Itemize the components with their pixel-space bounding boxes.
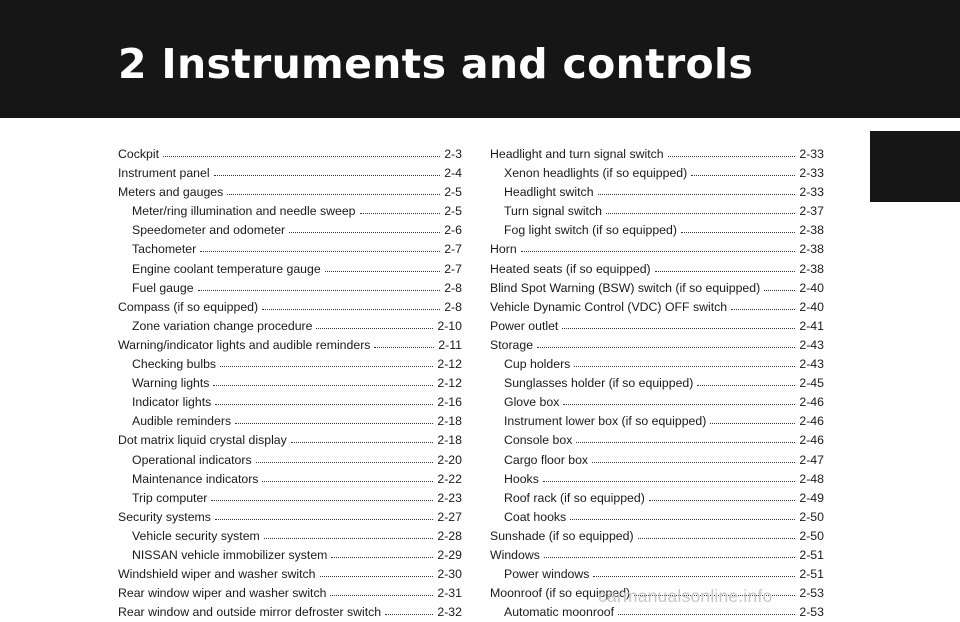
toc-entry-title: Storage xyxy=(490,337,534,352)
toc-entry[interactable] xyxy=(118,145,462,164)
toc-dot-leader xyxy=(289,231,440,233)
toc-entry-page: 2-41 xyxy=(799,318,824,333)
toc-entry-page: 2-18 xyxy=(437,414,462,429)
toc-dot-leader xyxy=(215,518,433,520)
toc-entry[interactable] xyxy=(118,508,462,527)
toc-entry[interactable] xyxy=(118,603,462,622)
toc-column-left xyxy=(118,145,462,622)
toc-dot-leader xyxy=(163,155,440,157)
toc-entry[interactable] xyxy=(118,336,462,355)
toc-entry-title: Dot matrix liquid crystal display xyxy=(118,433,287,448)
toc-entry-title: Instrument lower box (if so equipped) xyxy=(504,414,707,429)
toc-entry-page: 2-38 xyxy=(799,223,824,238)
toc-dot-leader xyxy=(563,403,795,405)
toc-entry-title: Power windows xyxy=(504,567,590,582)
toc-entry-title: Glove box xyxy=(504,395,560,410)
toc-entry[interactable] xyxy=(490,260,824,279)
chapter-title: 2 Instruments and controls xyxy=(118,40,754,88)
toc-entry-page: 2-46 xyxy=(799,414,824,429)
toc-entry-title: Windows xyxy=(490,547,540,562)
toc-entry[interactable] xyxy=(118,584,462,603)
toc-entry-title: Hooks xyxy=(504,471,539,486)
toc-entry-page: 2-46 xyxy=(799,433,824,448)
toc-entry[interactable] xyxy=(118,221,462,240)
toc-dot-leader xyxy=(213,384,433,386)
toc-entry-page: 2-18 xyxy=(437,433,462,448)
toc-entry[interactable] xyxy=(490,145,824,164)
toc-entry[interactable] xyxy=(490,164,824,183)
toc-entry-page: 2-32 xyxy=(437,605,462,620)
toc-entry-page: 2-40 xyxy=(799,299,824,314)
toc-dot-leader xyxy=(618,613,795,615)
toc-entry[interactable] xyxy=(490,489,824,508)
toc-entry-title: Heated seats (if so equipped) xyxy=(490,261,651,276)
toc-dot-leader xyxy=(731,308,795,310)
toc-entry[interactable] xyxy=(118,565,462,584)
toc-entry-page: 2-6 xyxy=(444,223,462,238)
toc-entry[interactable] xyxy=(118,202,462,221)
toc-entry[interactable] xyxy=(118,183,462,202)
chapter-edge-tab xyxy=(870,131,960,202)
toc-entry[interactable] xyxy=(490,336,824,355)
toc-entry-page: 2-29 xyxy=(437,547,462,562)
toc-entry-page: 2-22 xyxy=(437,471,462,486)
toc-dot-leader xyxy=(655,270,796,272)
toc-entry-page: 2-8 xyxy=(444,299,462,314)
toc-entry[interactable] xyxy=(490,355,824,374)
toc-entry-title: NISSAN vehicle immobilizer system xyxy=(132,547,328,562)
toc-entry[interactable] xyxy=(490,298,824,317)
toc-entry-page: 2-53 xyxy=(799,586,824,601)
toc-entry-page: 2-33 xyxy=(799,185,824,200)
toc-entry-page: 2-12 xyxy=(437,357,462,372)
toc-entry[interactable] xyxy=(118,393,462,412)
toc-entry-title: Tachometer xyxy=(132,242,197,257)
toc-entry[interactable] xyxy=(490,470,824,489)
toc-entry[interactable] xyxy=(490,374,824,393)
toc-entry-title: Engine coolant temperature gauge xyxy=(132,261,321,276)
toc-entry-title: Operational indicators xyxy=(132,452,252,467)
chapter-banner xyxy=(0,0,960,118)
toc-entry-title: Trip computer xyxy=(132,490,208,505)
toc-entry[interactable] xyxy=(490,393,824,412)
toc-entry-title: Compass (if so equipped) xyxy=(118,299,259,314)
toc-dot-leader xyxy=(235,422,433,424)
toc-entry[interactable] xyxy=(118,260,462,279)
toc-dot-leader xyxy=(227,193,440,195)
toc-entry-page: 2-48 xyxy=(799,471,824,486)
toc-dot-leader xyxy=(256,461,434,463)
toc-entry-page: 2-49 xyxy=(799,490,824,505)
toc-entry[interactable] xyxy=(118,489,462,508)
toc-entry-title: Meters and gauges xyxy=(118,185,224,200)
toc-entry[interactable] xyxy=(490,221,824,240)
toc-dot-leader xyxy=(649,499,796,501)
toc-entry-title: Coat hooks xyxy=(504,509,567,524)
toc-entry-title: Moonroof (if so equipped) xyxy=(490,586,631,601)
toc-entry-title: Vehicle Dynamic Control (VDC) OFF switch xyxy=(490,299,728,314)
toc-dot-leader xyxy=(264,537,434,539)
toc-entry-page: 2-33 xyxy=(799,147,824,161)
toc-entry-page: 2-30 xyxy=(437,567,462,582)
toc-entry-page: 2-4 xyxy=(444,166,462,181)
toc-dot-leader xyxy=(220,365,433,367)
toc-entry-page: 2-46 xyxy=(799,395,824,410)
toc-entry-page: 2-5 xyxy=(444,204,462,219)
toc-dot-leader xyxy=(593,575,795,577)
toc-entry-title: Rear window wiper and washer switch xyxy=(118,586,327,601)
toc-dot-leader xyxy=(681,231,795,233)
toc-entry-page: 2-7 xyxy=(444,261,462,276)
toc-entry-page: 2-40 xyxy=(799,280,824,295)
toc-dot-leader xyxy=(262,308,440,310)
toc-entry-page: 2-33 xyxy=(799,166,824,181)
toc-entry-page: 2-43 xyxy=(799,357,824,372)
toc-dot-leader xyxy=(200,250,440,252)
toc-dot-leader xyxy=(691,174,795,176)
toc-entry-page: 2-28 xyxy=(437,528,462,543)
toc-entry-title: Roof rack (if so equipped) xyxy=(504,490,645,505)
toc-entry-title: Warning lights xyxy=(132,376,210,391)
toc-entry-title: Security systems xyxy=(118,509,211,524)
toc-dot-leader xyxy=(668,155,796,157)
toc-entry[interactable] xyxy=(118,546,462,565)
toc-dot-leader xyxy=(638,537,796,539)
toc-entry-page: 2-11 xyxy=(438,337,462,352)
toc-dot-leader xyxy=(215,403,433,405)
toc-entry-title: Console box xyxy=(504,433,573,448)
toc-dot-leader xyxy=(325,270,441,272)
toc-entry[interactable] xyxy=(490,431,824,450)
toc-entry-title: Headlight switch xyxy=(504,185,594,200)
toc-entry-title: Warning/indicator lights and audible reminders xyxy=(118,337,371,352)
toc-dot-leader xyxy=(521,250,796,252)
toc-dot-leader xyxy=(385,613,433,615)
toc-entry-title: Xenon headlights (if so equipped) xyxy=(504,166,688,181)
toc-entry-title: Checking bulbs xyxy=(132,357,217,372)
toc-entry-page: 2-10 xyxy=(437,318,462,333)
toc-entry[interactable] xyxy=(490,240,824,259)
toc-dot-leader xyxy=(291,441,434,443)
toc-entry-page: 2-23 xyxy=(437,490,462,505)
toc-entry[interactable] xyxy=(490,451,824,470)
toc-entry-page: 2-3 xyxy=(444,147,462,161)
toc-entry-title: Cargo floor box xyxy=(504,452,589,467)
toc-entry-page: 2-31 xyxy=(437,586,462,601)
toc-entry[interactable] xyxy=(490,317,824,336)
toc-dot-leader xyxy=(214,174,441,176)
toc-entry[interactable] xyxy=(118,412,462,431)
toc-entry[interactable] xyxy=(490,183,824,202)
toc-dot-leader xyxy=(574,365,795,367)
toc-entry-page: 2-50 xyxy=(799,528,824,543)
toc-entry[interactable] xyxy=(490,546,824,565)
toc-entry[interactable] xyxy=(118,240,462,259)
toc-entry-page: 2-47 xyxy=(799,452,824,467)
toc-entry-page: 2-53 xyxy=(799,605,824,620)
toc-entry-page: 2-37 xyxy=(799,204,824,219)
toc-dot-leader xyxy=(570,518,795,520)
toc-dot-leader xyxy=(710,422,795,424)
toc-entry-title: Headlight and turn signal switch xyxy=(490,147,664,161)
toc-entry[interactable] xyxy=(490,202,824,221)
toc-entry[interactable] xyxy=(118,451,462,470)
toc-entry-page: 2-43 xyxy=(799,337,824,352)
toc-dot-leader xyxy=(576,441,795,443)
toc-entry[interactable] xyxy=(490,412,824,431)
toc-entry-page: 2-38 xyxy=(799,242,824,257)
toc-entry-title: Indicator lights xyxy=(132,395,212,410)
toc-entry-title: Audible reminders xyxy=(132,414,232,429)
toc-dot-leader xyxy=(198,289,441,291)
toc-entry-page: 2-51 xyxy=(799,547,824,562)
toc-entry-title: Fuel gauge xyxy=(132,280,194,295)
toc-entry-title: Power outlet xyxy=(490,318,559,333)
toc-entry-title: Automatic moonroof xyxy=(504,605,615,620)
toc-entry[interactable] xyxy=(490,508,824,527)
toc-entry-page: 2-12 xyxy=(437,376,462,391)
toc-entry[interactable] xyxy=(118,164,462,183)
toc-dot-leader xyxy=(544,556,795,558)
toc-entry-title: Instrument panel xyxy=(118,166,210,181)
toc-entry-page: 2-45 xyxy=(799,376,824,391)
toc-entry-page: 2-27 xyxy=(437,509,462,524)
toc-dot-leader xyxy=(764,289,795,291)
toc-entry-title: Cup holders xyxy=(504,357,571,372)
toc-dot-leader xyxy=(330,594,433,596)
toc-dot-leader xyxy=(320,575,434,577)
toc-entry-title: Turn signal switch xyxy=(504,204,602,219)
toc-entry[interactable] xyxy=(490,527,824,546)
toc-entry-page: 2-51 xyxy=(799,567,824,582)
toc-dot-leader xyxy=(316,327,433,329)
toc-entry-title: Vehicle security system xyxy=(132,528,260,543)
toc-entry-page: 2-38 xyxy=(799,261,824,276)
toc-dot-leader xyxy=(543,480,796,482)
toc-entry-title: Fog light switch (if so equipped) xyxy=(504,223,677,238)
toc-entry[interactable] xyxy=(118,374,462,393)
toc-entry[interactable] xyxy=(118,527,462,546)
toc-dot-leader xyxy=(697,384,795,386)
toc-entry[interactable] xyxy=(490,565,824,584)
toc-entry[interactable] xyxy=(118,355,462,374)
watermark: carmanualsonline.info xyxy=(598,586,773,606)
toc-dot-leader xyxy=(562,327,795,329)
toc-dot-leader xyxy=(331,556,433,558)
toc-entry-title: Sunshade (if so equipped) xyxy=(490,528,634,543)
toc-entry-title: Windshield wiper and washer switch xyxy=(118,567,316,582)
toc-dot-leader xyxy=(374,346,434,348)
toc-entry-title: Blind Spot Warning (BSW) switch (if so equipped) xyxy=(490,280,761,295)
toc-entry[interactable] xyxy=(118,298,462,317)
toc-entry-title: Zone variation change procedure xyxy=(132,318,313,333)
toc-entry-title: Sunglasses holder (if so equipped) xyxy=(504,376,694,391)
toc-entry-title: Maintenance indicators xyxy=(132,471,259,486)
toc-dot-leader xyxy=(211,499,433,501)
toc-dot-leader xyxy=(598,193,796,195)
toc-dot-leader xyxy=(606,212,795,214)
toc-dot-leader xyxy=(592,461,795,463)
toc-dot-leader xyxy=(537,346,795,348)
toc-dot-leader xyxy=(360,212,441,214)
toc-entry-title: Horn xyxy=(490,242,517,257)
toc-entry-title: Speedometer and odometer xyxy=(132,223,286,238)
toc-entry-page: 2-7 xyxy=(444,242,462,257)
toc-entry-title: Cockpit xyxy=(118,147,160,161)
toc-entry-page: 2-8 xyxy=(444,280,462,295)
toc-entry-page: 2-20 xyxy=(437,452,462,467)
toc-entry-page: 2-50 xyxy=(799,509,824,524)
toc-entry[interactable] xyxy=(118,470,462,489)
toc-entry-title: Rear window and outside mirror defroster switch xyxy=(118,605,382,620)
toc-dot-leader xyxy=(262,480,433,482)
toc-entry-page: 2-16 xyxy=(437,395,462,410)
toc-entry[interactable] xyxy=(118,279,462,298)
toc-column-right xyxy=(490,145,824,622)
toc-entry[interactable] xyxy=(490,279,824,298)
toc-entry[interactable] xyxy=(118,431,462,450)
toc-entry[interactable] xyxy=(118,317,462,336)
toc-entry-title: Meter/ring illumination and needle sweep xyxy=(132,204,356,219)
toc-entry-page: 2-5 xyxy=(444,185,462,200)
